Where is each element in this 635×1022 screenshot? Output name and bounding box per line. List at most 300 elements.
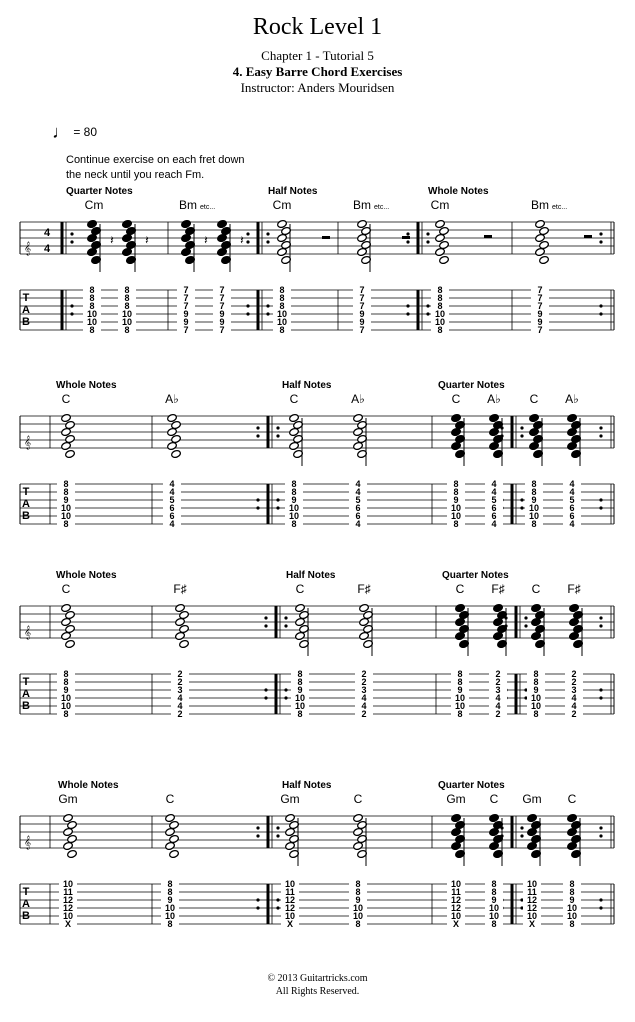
tab-number: 8 — [279, 285, 285, 295]
time-signature-top: 4 — [44, 227, 51, 239]
tab-number: 10 — [284, 879, 296, 889]
tab-number: 10 — [121, 317, 133, 327]
tab-number: 2 — [177, 669, 183, 679]
tab-number: 10 — [294, 693, 306, 703]
repeat-dot — [276, 906, 279, 909]
treble-clef-icon: 𝄞 — [24, 835, 32, 849]
repeat-dot — [256, 906, 259, 909]
notehead — [122, 247, 133, 256]
tab-number: 8 — [437, 285, 443, 295]
tab-number: 9 — [219, 309, 225, 319]
tab-number: 12 — [284, 895, 296, 905]
tab-number: 8 — [89, 285, 95, 295]
repeat-dot — [426, 232, 429, 235]
tab-clef-letter: T — [22, 292, 30, 304]
tab-number: 8 — [569, 887, 575, 897]
repeat-dot — [426, 312, 429, 315]
instructor-line: Instructor: Anders Mouridsen — [240, 80, 395, 95]
tab-number: 8 — [437, 301, 443, 311]
chord-name: Gm — [280, 792, 300, 806]
notehead — [357, 247, 368, 256]
tab-number: 8 — [491, 919, 497, 929]
tab-number: 7 — [219, 325, 225, 335]
tab-number: X — [452, 919, 460, 929]
notehead — [359, 631, 370, 640]
chord-name: F♯ — [491, 582, 505, 596]
tab-number: 5 — [569, 495, 575, 505]
tab-number: 8 — [457, 709, 463, 719]
section-label: Whole Notes — [56, 380, 117, 391]
tab-number: 8 — [124, 293, 130, 303]
repeat-dot — [276, 434, 279, 437]
tab-number: 2 — [177, 677, 183, 687]
notehead — [435, 247, 446, 256]
repeat-dot — [599, 616, 602, 619]
tab-number: 9 — [569, 895, 575, 905]
tab-number: 4 — [169, 487, 175, 497]
tab-number: 8 — [89, 301, 95, 311]
tab-number: 8 — [355, 919, 361, 929]
chord-name: C — [455, 582, 465, 596]
tab-number: 12 — [62, 895, 74, 905]
tab-number: 10 — [566, 911, 578, 921]
notehead — [569, 631, 580, 640]
tab-number: 9 — [537, 309, 543, 319]
repeat-dot — [246, 232, 249, 235]
copyright-text: © 2013 Guitartricks.com — [267, 973, 368, 984]
tab-number: 8 — [491, 887, 497, 897]
repeat-dot — [70, 312, 73, 315]
quarter-rest-icon: 𝄽 — [110, 233, 114, 247]
tab-number: 7 — [537, 285, 543, 295]
tab-number: 7 — [183, 325, 189, 335]
tab-number: 8 — [437, 325, 443, 335]
repeat-dot — [599, 834, 602, 837]
tab-clef-letter: B — [22, 910, 30, 922]
repeat-dot — [256, 498, 259, 501]
notehead — [353, 441, 364, 450]
tab-number: 2 — [571, 677, 577, 687]
section-label: Half Notes — [282, 380, 332, 391]
notehead — [489, 441, 500, 450]
tab-number: 7 — [183, 293, 189, 303]
tab-number: 6 — [569, 511, 575, 521]
tab-number: 5 — [355, 495, 361, 505]
section-label: Quarter Notes — [442, 570, 509, 581]
chord-name: Bm — [179, 198, 197, 212]
notehead — [567, 441, 578, 450]
repeat-dot — [406, 240, 409, 243]
instructions-line: Continue exercise on each fret down — [66, 154, 245, 166]
tab-number: 8 — [355, 879, 361, 889]
repeat-dot — [599, 506, 602, 509]
tab-number: 10 — [60, 693, 72, 703]
tab-number: 2 — [495, 677, 501, 687]
repeat-dot — [256, 898, 259, 901]
notehead — [181, 247, 192, 256]
tab-number: 8 — [531, 487, 537, 497]
tab-number: 8 — [63, 479, 69, 489]
notehead — [217, 247, 228, 256]
chord-name: Gm — [446, 792, 466, 806]
chord-name: Bm — [531, 198, 549, 212]
tab-number: 10 — [566, 903, 578, 913]
repeat-dot — [266, 232, 269, 235]
repeat-dot — [266, 304, 269, 307]
repeat-dot — [524, 624, 527, 627]
tab-number: 6 — [355, 511, 361, 521]
repeat-dot — [276, 898, 279, 901]
tab-number: 2 — [571, 709, 577, 719]
tab-number: 8 — [63, 519, 69, 529]
tab-number: 8 — [167, 887, 173, 897]
repeat-dot — [284, 624, 287, 627]
chord-name: Cm — [84, 198, 104, 212]
half-rest-icon — [322, 236, 330, 239]
time-signature-bottom: 4 — [44, 243, 51, 255]
tab-number: 8 — [569, 879, 575, 889]
tab-number: 10 — [86, 309, 98, 319]
repeat-dot — [599, 434, 602, 437]
repeat-dot — [599, 426, 602, 429]
repeat-dot — [256, 506, 259, 509]
tab-number: 4 — [355, 519, 361, 529]
notehead — [539, 255, 550, 264]
tab-number: 6 — [569, 503, 575, 513]
tab-number: 10 — [488, 903, 500, 913]
tab-number: 8 — [453, 487, 459, 497]
repeat-dot — [406, 304, 409, 307]
tab-number: 8 — [491, 879, 497, 889]
tab-number: 8 — [124, 325, 130, 335]
tab-number: 3 — [571, 685, 577, 695]
chord-name: C — [531, 582, 541, 596]
repeat-dot — [524, 616, 527, 619]
tab-number: 4 — [177, 701, 183, 711]
etc-marker: etc... — [374, 204, 390, 211]
tab-number: 8 — [89, 293, 95, 303]
tab-number: 12 — [284, 903, 296, 913]
chord-name: Gm — [58, 792, 78, 806]
repeat-dot — [520, 426, 523, 429]
chord-name: F♯ — [567, 582, 581, 596]
section-label: Half Notes — [268, 186, 318, 197]
notehead — [493, 631, 504, 640]
tab-number: 10 — [450, 511, 462, 521]
chord-name: C — [529, 392, 539, 406]
repeat-dot — [256, 826, 259, 829]
tab-number: 12 — [62, 903, 74, 913]
tab-number: 8 — [291, 519, 297, 529]
tab-number: 7 — [219, 301, 225, 311]
tab-number: 9 — [183, 317, 189, 327]
tab-number: 10 — [164, 903, 176, 913]
tab-number: 10 — [62, 911, 74, 921]
tab-number: 8 — [167, 879, 173, 889]
tab-clef-letter: T — [22, 486, 30, 498]
tab-number: 10 — [288, 503, 300, 513]
tab-number: X — [64, 919, 72, 929]
rights-text: All Rights Reserved. — [275, 986, 360, 997]
tab-number: 7 — [537, 301, 543, 311]
notehead — [171, 449, 182, 458]
notehead — [451, 441, 462, 450]
repeat-dot — [599, 696, 602, 699]
chord-name: A♭ — [565, 392, 579, 406]
tab-number: 8 — [124, 285, 130, 295]
chord-name: C — [295, 582, 305, 596]
chord-name: A♭ — [165, 392, 179, 406]
repeat-dot — [256, 434, 259, 437]
notehead — [175, 631, 186, 640]
chord-name: Cm — [430, 198, 450, 212]
notehead — [63, 841, 74, 850]
page-title: Rock Level 1 — [252, 14, 383, 40]
tab-number: 11 — [451, 887, 461, 897]
repeat-dot — [246, 240, 249, 243]
chord-name: A♭ — [487, 392, 501, 406]
tab-number: 8 — [124, 301, 130, 311]
tab-number: 7 — [219, 293, 225, 303]
tab-number: 10 — [450, 879, 462, 889]
tab-number: 4 — [361, 701, 367, 711]
lesson-title: 4. Easy Barre Chord Exercises — [232, 64, 403, 79]
tab-number: 9 — [297, 685, 303, 695]
tab-number: 8 — [533, 669, 539, 679]
tab-number: 2 — [361, 669, 367, 679]
tab-number: 10 — [60, 503, 72, 513]
repeat-dot — [264, 616, 267, 619]
repeat-dot — [520, 498, 523, 501]
tab-number: X — [528, 919, 536, 929]
tab-number: 10 — [62, 879, 74, 889]
section-label: Quarter Notes — [66, 186, 133, 197]
system-4 — [20, 780, 614, 929]
tab-number: 6 — [491, 511, 497, 521]
tab-number: 4 — [569, 479, 575, 489]
tab-number: 5 — [169, 495, 175, 505]
tab-number: 2 — [495, 709, 501, 719]
treble-clef-icon: 𝄞 — [24, 241, 32, 255]
notehead — [439, 255, 450, 264]
tab-number: 8 — [355, 887, 361, 897]
tab-number: 4 — [495, 701, 501, 711]
repeat-dot — [520, 506, 523, 509]
footer — [0, 972, 635, 998]
tab-number: 4 — [495, 693, 501, 703]
repeat-dot — [599, 498, 602, 501]
tab-number: 10 — [450, 911, 462, 921]
tab-number: 8 — [533, 677, 539, 687]
tab-number: 6 — [169, 503, 175, 513]
notehead — [165, 841, 176, 850]
tab-number: X — [286, 919, 294, 929]
chord-name: Cm — [272, 198, 292, 212]
notehead — [529, 441, 540, 450]
tempo-value: = 80 — [73, 125, 98, 139]
tab-number: 4 — [491, 479, 497, 489]
chord-name: Gm — [522, 792, 542, 806]
system-2 — [20, 380, 614, 529]
notehead — [277, 247, 288, 256]
tab-number: 8 — [63, 709, 69, 719]
tab-number: 9 — [359, 309, 365, 319]
tab-number: 9 — [531, 495, 537, 505]
notehead — [531, 631, 542, 640]
tab-number: 11 — [63, 887, 73, 897]
chapter-subtitle: Chapter 1 - Tutorial 5 — [261, 48, 374, 63]
tab-number: 9 — [533, 685, 539, 695]
notehead — [65, 639, 76, 648]
tab-number: 8 — [63, 669, 69, 679]
tab-number: 10 — [530, 701, 542, 711]
tab-number: 4 — [491, 519, 497, 529]
tab-number: 10 — [454, 693, 466, 703]
tab-number: 10 — [530, 693, 542, 703]
tab-number: 10 — [526, 879, 538, 889]
repeat-dot — [520, 834, 523, 837]
chord-name: C — [61, 582, 71, 596]
repeat-dot — [256, 426, 259, 429]
repeat-dot — [70, 304, 73, 307]
tab-number: 5 — [491, 495, 497, 505]
tab-number: 10 — [454, 701, 466, 711]
tab-number: 10 — [488, 911, 500, 921]
repeat-dot — [426, 304, 429, 307]
notehead — [67, 849, 78, 858]
tab-number: 4 — [177, 693, 183, 703]
tab-number: 8 — [167, 919, 173, 929]
tab-number: 11 — [285, 887, 295, 897]
tab-number: 10 — [284, 911, 296, 921]
notehead — [167, 441, 178, 450]
whole-rest-icon — [484, 235, 492, 238]
tab-number: 10 — [450, 503, 462, 513]
tab-clef-letter: A — [22, 304, 30, 316]
notehead — [289, 441, 300, 450]
tab-number: 10 — [121, 309, 133, 319]
tab-number: 10 — [276, 309, 288, 319]
tab-number: 10 — [288, 511, 300, 521]
chord-name: C — [289, 392, 299, 406]
repeat-dot — [246, 312, 249, 315]
chord-name: C — [451, 392, 461, 406]
tab-number: 10 — [294, 701, 306, 711]
tab-number: 12 — [526, 895, 538, 905]
repeat-dot — [284, 696, 287, 699]
tab-number: 4 — [571, 693, 577, 703]
quarter-rest-icon: 𝄽 — [145, 233, 149, 247]
section-label: Whole Notes — [58, 780, 119, 791]
repeat-dot — [276, 426, 279, 429]
tab-number: 4 — [355, 487, 361, 497]
tab-number: 8 — [63, 487, 69, 497]
chord-name: C — [165, 792, 175, 806]
tab-number: 2 — [361, 677, 367, 687]
tab-number: 9 — [219, 317, 225, 327]
tab-number: 4 — [569, 519, 575, 529]
repeat-dot — [264, 696, 267, 699]
repeat-dot — [406, 232, 409, 235]
tab-number: 9 — [453, 495, 459, 505]
tab-number: 9 — [359, 317, 365, 327]
tab-number: 10 — [276, 317, 288, 327]
chord-name: Bm — [353, 198, 371, 212]
repeat-dot — [70, 240, 73, 243]
tab-clef-letter: A — [22, 498, 30, 510]
notehead — [61, 441, 72, 450]
tab-number: 7 — [359, 325, 365, 335]
tab-number: 8 — [291, 479, 297, 489]
repeat-dot — [264, 624, 267, 627]
system-3 — [20, 570, 614, 719]
whole-rest-icon — [584, 235, 592, 238]
notehead — [451, 841, 462, 850]
system-1 — [20, 186, 614, 335]
notehead — [61, 631, 72, 640]
chord-name: C — [353, 792, 363, 806]
quarter-rest-icon: 𝄽 — [240, 233, 244, 247]
tab-number: 9 — [355, 895, 361, 905]
tab-number: 4 — [571, 701, 577, 711]
tab-number: 8 — [437, 293, 443, 303]
tab-number: 3 — [177, 685, 183, 695]
section-label: Quarter Notes — [438, 780, 505, 791]
notehead — [567, 841, 578, 850]
notehead — [489, 841, 500, 850]
tab-number: 8 — [453, 479, 459, 489]
chord-name: C — [61, 392, 71, 406]
tab-number: 3 — [361, 685, 367, 695]
tab-number: 10 — [164, 911, 176, 921]
tab-number: 9 — [537, 317, 543, 327]
section-label: Whole Notes — [428, 186, 489, 197]
repeat-dot — [276, 506, 279, 509]
repeat-dot — [276, 826, 279, 829]
repeat-dot — [276, 834, 279, 837]
tab-number: 8 — [63, 677, 69, 687]
notehead — [169, 849, 180, 858]
tab-number: 10 — [352, 903, 364, 913]
section-label: Half Notes — [282, 780, 332, 791]
repeat-dot — [276, 498, 279, 501]
tab-number: 10 — [526, 911, 538, 921]
etc-marker: etc... — [552, 204, 568, 211]
tab-clef-letter: T — [22, 676, 30, 688]
tab-clef-letter: A — [22, 688, 30, 700]
tab-number: 9 — [457, 685, 463, 695]
tab-number: 2 — [361, 709, 367, 719]
repeat-dot — [406, 312, 409, 315]
tab-number: 8 — [457, 677, 463, 687]
tab-number: 2 — [177, 709, 183, 719]
tab-number: 12 — [450, 895, 462, 905]
repeat-dot — [266, 240, 269, 243]
repeat-dot — [599, 826, 602, 829]
tab-number: 8 — [291, 487, 297, 497]
tab-number: 10 — [528, 511, 540, 521]
instructions-line: the neck until you reach Fm. — [66, 169, 205, 181]
tab-number: 9 — [63, 495, 69, 505]
chord-name: F♯ — [357, 582, 371, 596]
notehead — [295, 631, 306, 640]
tab-number: 11 — [527, 887, 537, 897]
tab-number: 10 — [86, 317, 98, 327]
tab-number: 10 — [60, 701, 72, 711]
chord-name: C — [567, 792, 577, 806]
tab-number: 10 — [434, 309, 446, 319]
tab-number: 7 — [537, 325, 543, 335]
